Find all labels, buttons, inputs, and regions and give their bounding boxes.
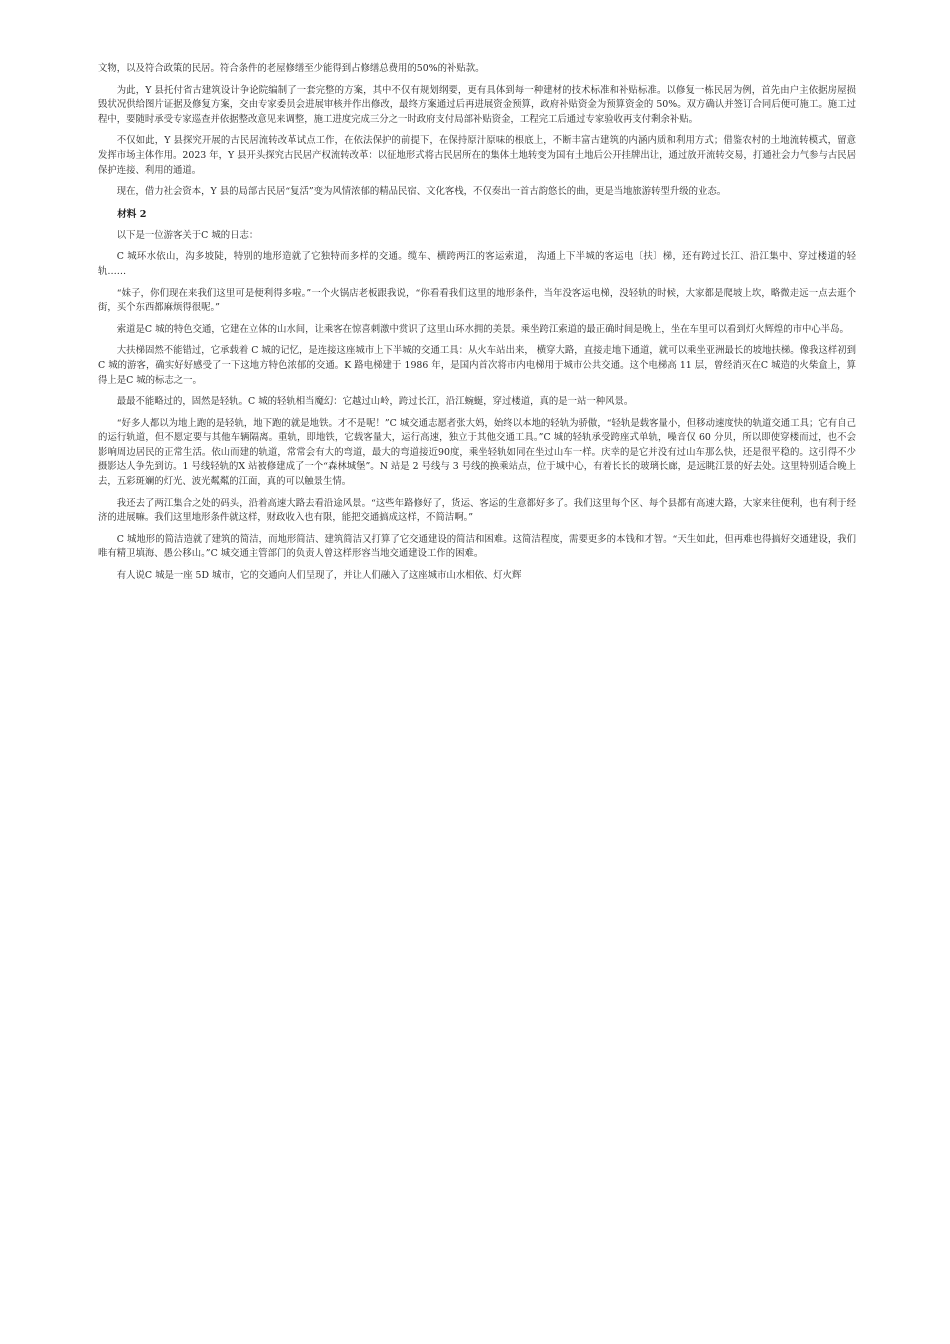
document-page [98, 62, 856, 591]
paragraph-m2-intro: 以下是一位游客关于C 城的日志： [116, 229, 259, 241]
material-2-heading: 材料 2 [117, 208, 147, 220]
paragraph-m2-3: 索道是C 城的特色交通，它建在立体的山水间，让乘客在惊喜刺激中赏识了这里山环水拥的美景。乘坐跨江索道的最正确时间是晚上，坐在车里可以看到灯火辉煌的市中心半岛。 [116, 323, 849, 335]
paragraph-m1-1: 文物，以及符合政策的民居。符合条件的老屋修缮至少能得到占修缮总费用的50%的补贴款。 [98, 63, 485, 74]
paragraph-m2-5: 最最不能略过的，固然是轻轨。C 城的轻轨相当魔幻：它越过山岭，跨过长江，沿江蜿蜒，穿过楼道，真的是一站一种风景。 [116, 396, 634, 408]
paragraph-m1-3: 不仅如此，Y 县探究开展的古民居流转改革试点工作，在依法保护的前提下，在保持原汁原味的根底上，不断丰富古建筑的内涵内质和利用方式；借鉴农村的土地流转模式，留意发挥市场主体作用。2023 年，Y 县开头探究古民居产权流转改革：以征地形式将古民居所在的集体土地转变为国有土地后公开挂牌出让，通过放开流转交易，打通社会力气参与古民居保护连接、利用的通道。 [98, 135, 856, 176]
paragraph-m2-6: “好多人都以为地上跑的是轻轨，地下跑的就是地铁。才不是呢！”C 城交通志愿者张大妈，始终以本地的轻轨为骄傲，“轻轨是载客量小，但移动速度快的轨道交通工具；它有自己的运行轨道，但不愿定要与其他车辆隔离。重轨，即地铁，它载客量大，运行高速，独立于其他交通工具。”C 城的轻轨承受跨座式单轨，噪音仅 60 分贝，所以即使穿楼而过，也不会影响周边居民的正常生活。依山而建的轨道，常常会有大的弯道，最大的弯道接近90度，乘坐轻轨如同在坐过山车一样。庆幸的是它并没有过山车那么快，还是很平稳的。这引得不少摄影达人争先到访。1 号线轻轨的X 站被修建成了一个“森林城堡”。N 站是 2 号线与 3 号线的换乘站点，位于城中心，有着长长的玻璃长廊，是远眺江景的好去处。这里特别适合晚上去，五彩斑斓的灯光、波光粼粼的江面，真的可以触景生情。 [98, 417, 856, 488]
paragraph-m2-2: “妹子，你们现在来我们这里可是便利得多啦。”一个火锅店老板跟我说，“你看看我们这里的地形条件，当年没客运电梯，没轻轨的时候，大家都是爬坡上坎，略微走远一点去逛个街，买个东西都麻烦得很呢。” [98, 287, 856, 314]
paragraph-m2-8: C 城地形的简洁造就了建筑的简洁，而地形简洁、建筑简洁又打算了它交通建设的简洁和困难。这简洁程度，需要更多的本钱和才智。“天生如此，但再难也得搞好交通建设，我们唯有精卫填海、愚公移山。”C 城交通主管部门的负责人曾这样形容当地交通建设工作的困难。 [98, 533, 856, 560]
paragraph-m2-9: 有人说C 城是一座 5D 城市，它的交通向人们呈现了，并让人们融入了这座城市山水相依、灯火辉 [116, 570, 522, 582]
paragraph-m2-1: C 城环水依山，沟多坡陡，特别的地形造就了它独特而多样的交通。缆车、横跨两江的客运索道， 沟通上下半城的客运电〔扶〕梯，还有跨过长江、沿江集中、穿过楼道的轻轨…… [98, 251, 856, 277]
paragraph-m1-4: 现在，借力社会资本，Y 县的局部古民居“复活”变为风情浓郁的精品民宿、文化客栈，不仅奏出一首古韵悠长的曲，更是当地旅游转型升级的业态。 [116, 186, 727, 198]
paragraph-m2-4: 大扶梯固然不能错过，它承载着 C 城的记忆，是连接这座城市上下半城的交通工具：从火车站出来， 横穿大路，直接走地下通道，就可以乘坐亚洲最长的坡地扶梯。像我这样初到C 城的游客，确实好好感受了一下这地方特色浓郁的交通。K 路电梯建于 1986 年，是国内首次将市内电梯用于城市公共交通。这个电梯高 11 层，曾经消灭在C 城造的火柴盒上，算得上是C 城的标志之一。 [98, 345, 856, 386]
paragraph-m1-2: 为此，Y 县托付省古建筑设计争论院编制了一套完整的方案，其中不仅有规划纲要，更有具体到每一种建材的技术标准和补贴标准。以修复一栋民居为例，首先由户主依据房屋损毁状况供给图片证据及修复方案，交由专家委员会进展审核并作出修改，最终方案通过后再进展资金预算，政府补贴资金为预算资金的 50%。双方确认并签订合同后便可施工。施工过程中，要随时承受专家巡查并依据整改意见来调整，施工进度完成三分之一时政府支付局部补贴资金，工程完工后通过专家验收再支付剩余补贴。 [98, 84, 856, 125]
paragraph-m2-7: 我还去了两江集合之处的码头，沿着高速大路去看沿途风景。“这些年路修好了，货运、客运的生意都好多了。我们这里每个区、每个县都有高速大路，大家来往便利，也有利于经济的进展嘛。我们这里地形条件就这样，财政收入也有限，能把交通搞成这样，不简洁啊。” [98, 497, 856, 524]
